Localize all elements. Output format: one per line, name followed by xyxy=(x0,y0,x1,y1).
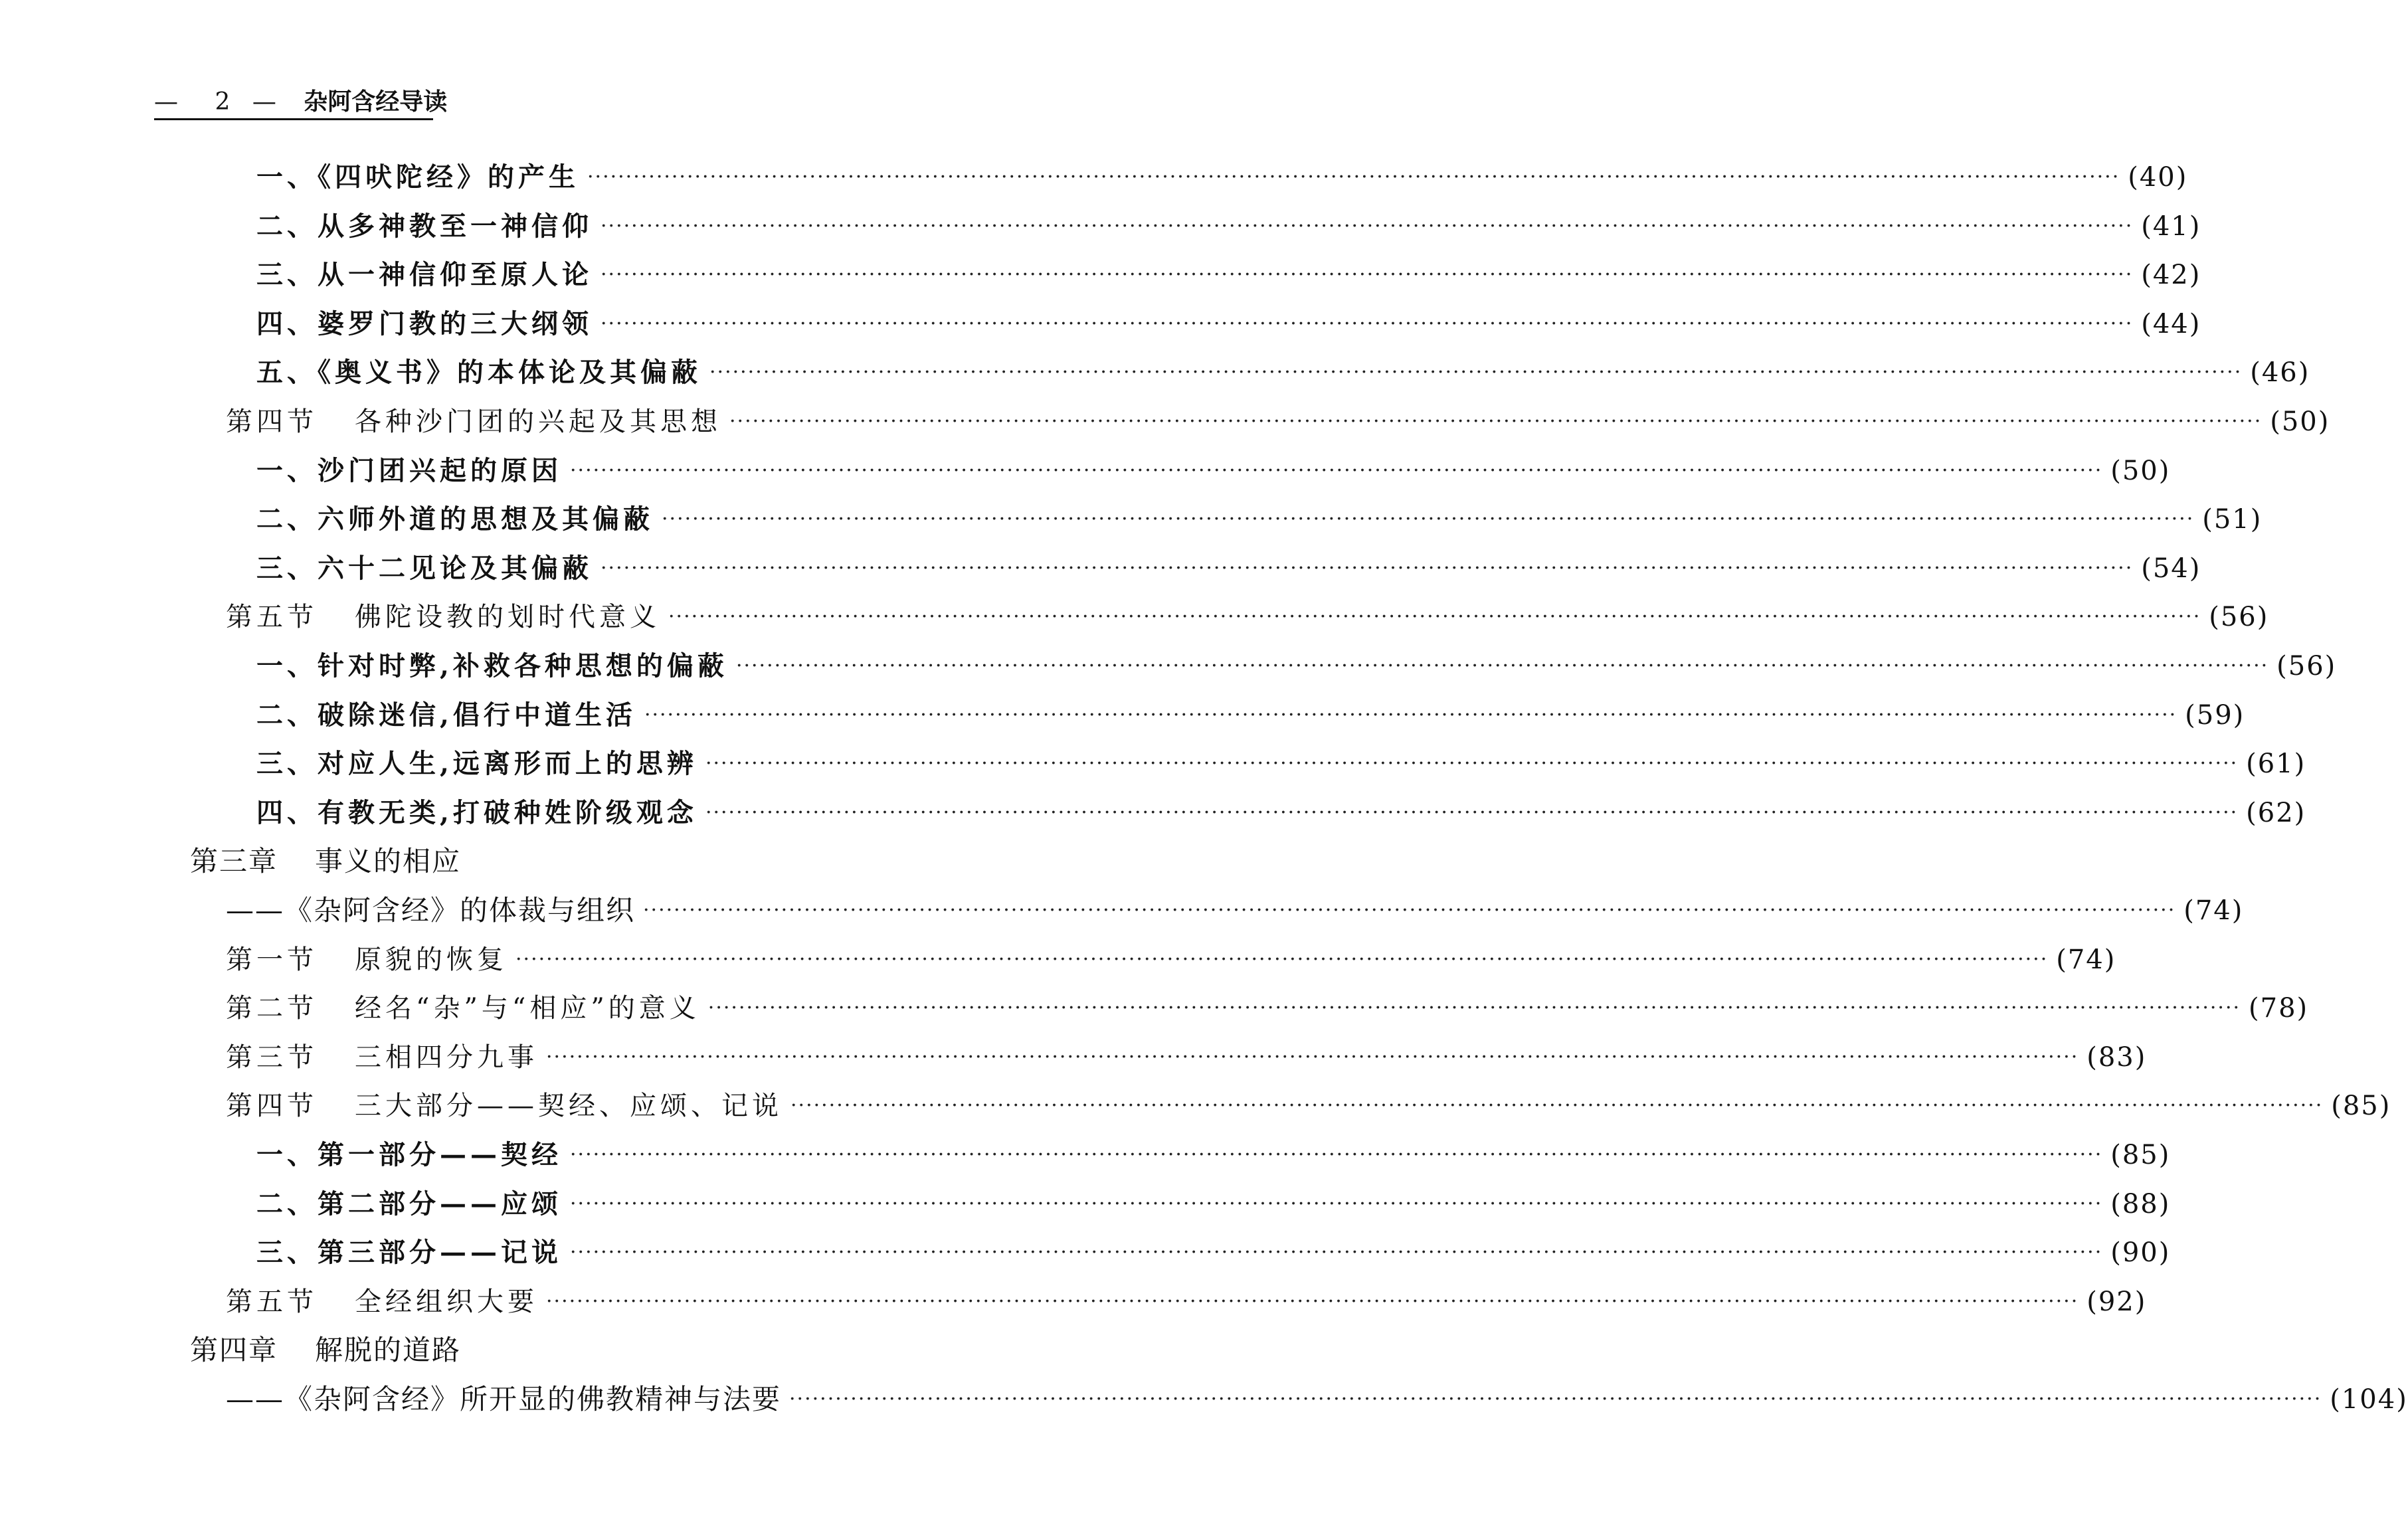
leader-dots: ········································································································································································································ xyxy=(601,263,2134,287)
toc-row-item xyxy=(256,153,2188,202)
toc-entry-label: 四、有教无类,打破种姓阶级观念 xyxy=(256,796,697,828)
toc-row-item xyxy=(256,642,2337,691)
toc-row-item xyxy=(256,1130,2171,1180)
toc-row-chapter xyxy=(190,1326,971,1375)
leader-dots: ········································································································································································································ xyxy=(643,899,2176,922)
header-dash-right: — xyxy=(252,88,276,116)
toc-row-item xyxy=(256,1228,2171,1277)
leader-dots: ········································································································································································································ xyxy=(705,752,2239,776)
toc-page-number: (83) xyxy=(2086,1041,2147,1073)
toc-row-section xyxy=(226,397,2330,446)
toc-page-number: (88) xyxy=(2110,1188,2171,1219)
toc-row-item xyxy=(256,300,2201,349)
toc-page-number: (56) xyxy=(2276,651,2337,681)
toc-page-number: (51) xyxy=(2202,504,2263,535)
toc-entry-prefix: 第三节 xyxy=(226,1041,318,1073)
toc-page-number: (54) xyxy=(2141,553,2201,584)
toc-entry-label xyxy=(226,984,700,1033)
leader-dots: ········································································································································································································ xyxy=(707,996,2241,1020)
toc-page-number: (50) xyxy=(2270,406,2330,437)
toc-entry-prefix: 第一节 xyxy=(226,944,318,975)
toc-page-number: (74) xyxy=(2056,944,2116,975)
leader-dots: ········································································································································································································ xyxy=(735,654,2269,677)
toc-row-chapter xyxy=(190,837,971,886)
toc-row-item xyxy=(256,348,2310,397)
leader-dots: ········································································································································································································ xyxy=(668,605,2201,629)
toc-row-item xyxy=(256,788,2306,838)
page-header xyxy=(154,85,448,120)
toc-row-item xyxy=(256,446,2171,495)
toc-entry-label xyxy=(226,1081,783,1130)
toc-page-number: (85) xyxy=(2331,1091,2391,1122)
toc-entry-label xyxy=(226,935,508,984)
toc-entry-label: 三、从一神信仰至原人论 xyxy=(256,259,593,291)
toc-entry-prefix: 第三章 xyxy=(190,845,278,878)
toc-page-number: (104) xyxy=(2330,1384,2408,1415)
leader-dots: ········································································································································································································ xyxy=(570,1192,2103,1216)
toc-row-item xyxy=(256,250,2201,300)
toc-page-number: (41) xyxy=(2141,211,2201,242)
toc-entry-label: 二、从多神教至一神信仰 xyxy=(256,210,593,242)
leader-dots: ········································································································································································································ xyxy=(546,1045,2079,1069)
toc-row-section xyxy=(226,935,2116,984)
toc-entry-label: 一、沙门团兴起的原因 xyxy=(256,454,562,486)
toc-row-sub xyxy=(226,1375,2408,1424)
leader-dots: ········································································································································································································ xyxy=(570,1241,2103,1265)
toc-entry-label xyxy=(190,837,461,886)
toc-entry-label: 一、第一部分——契经 xyxy=(256,1139,562,1170)
toc-entry-label: 五、《奥义书》的本体论及其偏蔽 xyxy=(256,357,701,389)
toc-entry-label xyxy=(226,1033,538,1082)
toc-entry-label: 二、六师外道的思想及其偏蔽 xyxy=(256,503,654,535)
toc-row-section xyxy=(226,984,2309,1033)
toc-entry-label: 一、《四吠陀经》的产生 xyxy=(256,161,579,193)
toc-entry-text: 事义的相应 xyxy=(315,845,462,878)
toc-row-section xyxy=(226,1081,2391,1130)
toc-page-number: (62) xyxy=(2246,797,2306,828)
toc-row-item xyxy=(256,1180,2171,1229)
toc-page-number: (40) xyxy=(2128,162,2188,193)
toc-entry-label: 四、婆罗门教的三大纲领 xyxy=(256,308,593,339)
toc-entry-label: 一、针对时弊,补救各种思想的偏蔽 xyxy=(256,650,728,681)
toc-entry-prefix: 第五节 xyxy=(226,602,318,633)
toc-entry-text: 各种沙门团的兴起及其思想 xyxy=(355,406,721,437)
leader-dots: ········································································································································································································ xyxy=(587,165,2120,189)
leader-dots: ········································································································································································································ xyxy=(570,458,2103,482)
toc-row-section xyxy=(226,592,2269,642)
toc-page-number: (78) xyxy=(2249,993,2309,1024)
toc-row-item xyxy=(256,739,2306,788)
toc-page-number: (92) xyxy=(2086,1286,2147,1317)
toc-entry-label: ——《杂阿含经》的体裁与组织 xyxy=(226,894,636,927)
toc-entry-label: ——《杂阿含经》所开显的佛教精神与法要 xyxy=(226,1383,782,1415)
toc-row-item xyxy=(256,691,2245,740)
toc-page-number: (50) xyxy=(2110,455,2171,486)
toc-entry-label: 二、破除迷信,倡行中道生活 xyxy=(256,699,636,731)
toc-entry-prefix: 第四节 xyxy=(226,1091,318,1122)
leader-dots: ········································································································································································································ xyxy=(729,410,2263,433)
leader-dots: ········································································································································································································ xyxy=(644,703,2177,727)
toc-page-number: (44) xyxy=(2141,308,2201,339)
toc-entry-label: 二、第二部分——应颂 xyxy=(256,1188,562,1219)
toc-entry-label xyxy=(226,397,721,446)
toc-entry-label: 三、六十二见论及其偏蔽 xyxy=(256,552,593,584)
toc-page-number: (74) xyxy=(2183,895,2244,926)
leader-dots: ········································································································································································································ xyxy=(789,1388,2322,1411)
toc-entry-text: 原貌的恢复 xyxy=(355,944,508,975)
toc-entry-text: 全经组织大要 xyxy=(355,1286,538,1317)
toc-page-number: (42) xyxy=(2141,260,2201,291)
toc-entry-text: 佛陀设教的划时代意义 xyxy=(355,602,660,633)
toc-page-number: (61) xyxy=(2246,749,2306,780)
toc-page-number: (46) xyxy=(2250,357,2310,389)
toc-row-sub xyxy=(226,886,2244,935)
toc-entry-label: 三、对应人生,远离形而上的思辨 xyxy=(256,748,697,780)
leader-dots: ········································································································································································································ xyxy=(601,214,2134,238)
toc-entry-text: 三大部分——契经、应颂、记说 xyxy=(355,1091,783,1122)
toc-entry-label xyxy=(190,1326,461,1375)
leader-dots: ········································································································································································································ xyxy=(515,947,2049,971)
toc-row-item xyxy=(256,495,2263,544)
toc-page-number: (59) xyxy=(2185,699,2245,731)
header-dash-left: — xyxy=(154,88,178,116)
toc-entry-prefix: 第四节 xyxy=(226,406,318,437)
toc-entry-label: 三、第三部分——记说 xyxy=(256,1237,562,1269)
toc-page-number: (56) xyxy=(2209,602,2269,633)
page-number: 2 xyxy=(215,88,231,116)
toc-entry-text: 解脱的道路 xyxy=(315,1334,462,1367)
toc-row-section xyxy=(226,1277,2147,1326)
toc-page-number: (85) xyxy=(2110,1140,2171,1170)
toc-entry-prefix: 第四章 xyxy=(190,1334,278,1367)
leader-dots: ········································································································································································································ xyxy=(570,1143,2103,1166)
toc-entry-label xyxy=(226,592,660,642)
toc-entry-prefix: 第五节 xyxy=(226,1286,318,1317)
toc-row-item xyxy=(256,202,2201,251)
toc-entry-label xyxy=(226,1277,538,1326)
leader-dots: ········································································································································································································ xyxy=(601,312,2134,335)
leader-dots: ········································································································································································································ xyxy=(790,1094,2324,1118)
toc-row-section xyxy=(226,1033,2147,1082)
leader-dots: ········································································································································································································ xyxy=(662,507,2195,531)
leader-dots: ········································································································································································································ xyxy=(705,800,2239,824)
toc-row-item xyxy=(256,544,2201,593)
toc-page-number: (90) xyxy=(2110,1237,2171,1269)
toc-entry-text: 三相四分九事 xyxy=(355,1041,538,1073)
toc-entry-text: 经名“杂”与“相应”的意义 xyxy=(355,993,700,1024)
toc-entry-prefix: 第二节 xyxy=(226,993,318,1024)
leader-dots: ········································································································································································································ xyxy=(546,1289,2079,1313)
leader-dots: ········································································································································································································ xyxy=(601,556,2134,580)
book-title: 杂阿含经导读 xyxy=(304,88,448,116)
leader-dots: ········································································································································································································ xyxy=(709,361,2243,385)
